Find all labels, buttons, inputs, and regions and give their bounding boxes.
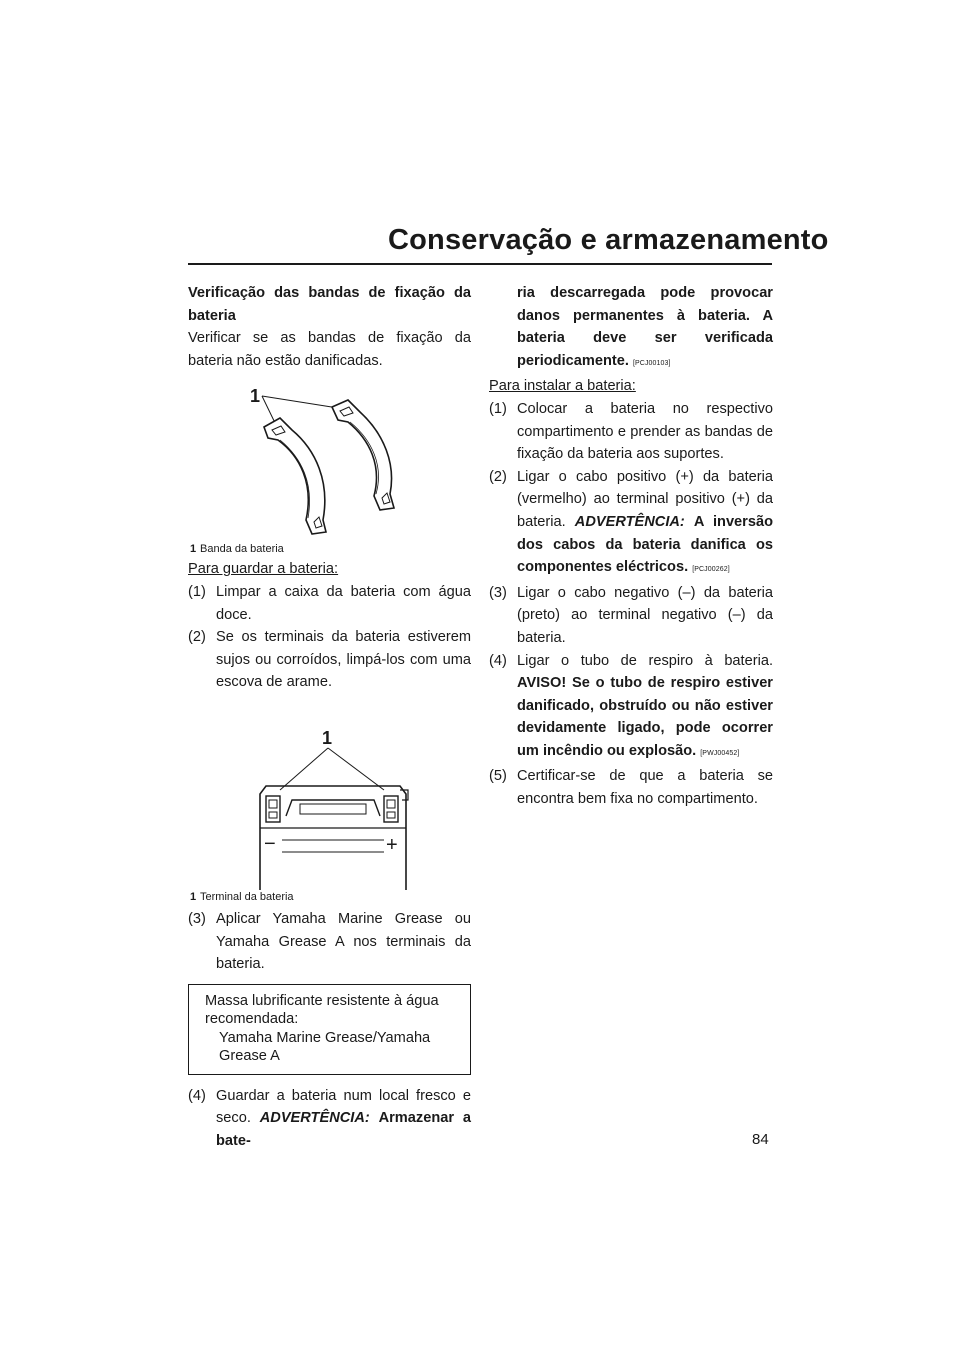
page-title: Conservação e armazenamento	[388, 224, 829, 256]
grease-spec-box	[188, 984, 471, 1075]
step-text: Ligar o cabo positivo (+) da bateria (vermelho) ao terminal positivo (+) da bateria.	[517, 468, 773, 530]
store-step-1	[188, 581, 471, 626]
warning-label: AVISO!	[517, 675, 567, 692]
step-text: Se os terminais da bateria estiverem sujos ou corroídos, limpá-los com uma escova de arame.	[216, 629, 471, 691]
spec-label: Massa lubrificante resistente à água recomendada:	[205, 992, 439, 1028]
warning-label: ADVERTÊNCIA:	[574, 513, 685, 530]
plus-sign: +	[386, 833, 398, 856]
step-number: (2)	[188, 629, 206, 646]
fig1-caption	[190, 542, 471, 556]
step-text: Ligar o tubo de respiro à bateria.	[517, 652, 773, 669]
step-text: Certificar-se de que a bateria se encontra bem fixa no compartimento.	[517, 768, 773, 808]
step-number: (2)	[489, 468, 507, 485]
warning-text: Armazenar a bate-	[216, 1110, 471, 1149]
battery-terminal-figure	[188, 704, 471, 908]
page-number: 84	[752, 1131, 769, 1148]
fig1-caption-number: 1	[190, 543, 197, 556]
store-step-3	[188, 908, 471, 976]
warning-code: [PCJ00103]	[632, 359, 671, 367]
step-number: (3)	[188, 910, 206, 927]
step-number: (1)	[489, 400, 507, 417]
install-step-2	[489, 466, 773, 582]
fig2-caption-text: Terminal da bateria	[200, 890, 294, 903]
title-rule	[188, 263, 772, 265]
step-number: (5)	[489, 768, 507, 785]
install-step-4	[489, 650, 773, 766]
fig2-callout: 1	[322, 727, 333, 748]
warning-text: A inversão dos cabos da bateria danifica os componentes eléctricos.	[517, 513, 773, 576]
step-text: Guardar a bateria num local fresco e seco.	[216, 1087, 471, 1127]
spec-value: Yamaha Marine Grease/Yamaha Grease A	[219, 1029, 431, 1065]
step-number: (3)	[489, 584, 507, 601]
battery-band-illustration	[188, 372, 471, 542]
fig1-callout: 1	[250, 386, 261, 407]
step-text: Colocar a bateria no respectivo compartimento e prender as bandas de fixação da bateria aos suportes.	[517, 400, 773, 463]
battery-terminal-illustration	[188, 704, 471, 890]
step-number: (1)	[188, 583, 206, 600]
step-text: Ligar o cabo negativo (–) da bateria (preto) ao terminal negativo (–) da bateria.	[517, 584, 773, 646]
step-number: (4)	[489, 652, 507, 669]
warning-code: [PWJ00452]	[700, 749, 740, 757]
install-title: Para instalar a bateria:	[489, 378, 636, 395]
fig2-caption-number: 1	[190, 890, 197, 903]
minus-sign: −	[264, 832, 276, 855]
intro-paragraph: Verificar se as bandas de fixação da bateria não estão danificadas.	[188, 330, 471, 369]
step-text: Aplicar Yamaha Marine Grease ou Yamaha Grease A nos terminais da bateria.	[216, 910, 471, 973]
install-step-3	[489, 582, 773, 650]
step-text: Limpar a caixa da bateria com água doce.	[216, 583, 471, 623]
store-title: Para guardar a bateria:	[188, 561, 339, 578]
warning-text: Se o tubo de respiro estiver danificado, obstruído ou não estiver devidamente ligado, pode ocorrer um incêndio ou explosão.	[517, 675, 773, 759]
battery-band-figure	[188, 372, 471, 558]
warning-code: [PCJ00262]	[692, 566, 730, 574]
fig1-caption-text: Banda da bateria	[200, 543, 284, 556]
install-step-5	[489, 765, 773, 810]
fig2-caption	[190, 890, 471, 904]
store-step-4	[188, 1085, 471, 1153]
left-column	[188, 282, 471, 1153]
step-number: (4)	[188, 1087, 206, 1104]
store-step-2	[188, 626, 471, 694]
warning-label: ADVERTÊNCIA:	[259, 1110, 370, 1127]
section-heading: Verificação das bandas de fixação da bateria	[188, 285, 471, 324]
install-step-1	[489, 398, 773, 466]
right-column	[489, 282, 773, 811]
warning-continuation: ria descarregada pode provocar danos permanentes à bateria. A bateria deve ser verificada periodicamente.	[517, 285, 773, 369]
